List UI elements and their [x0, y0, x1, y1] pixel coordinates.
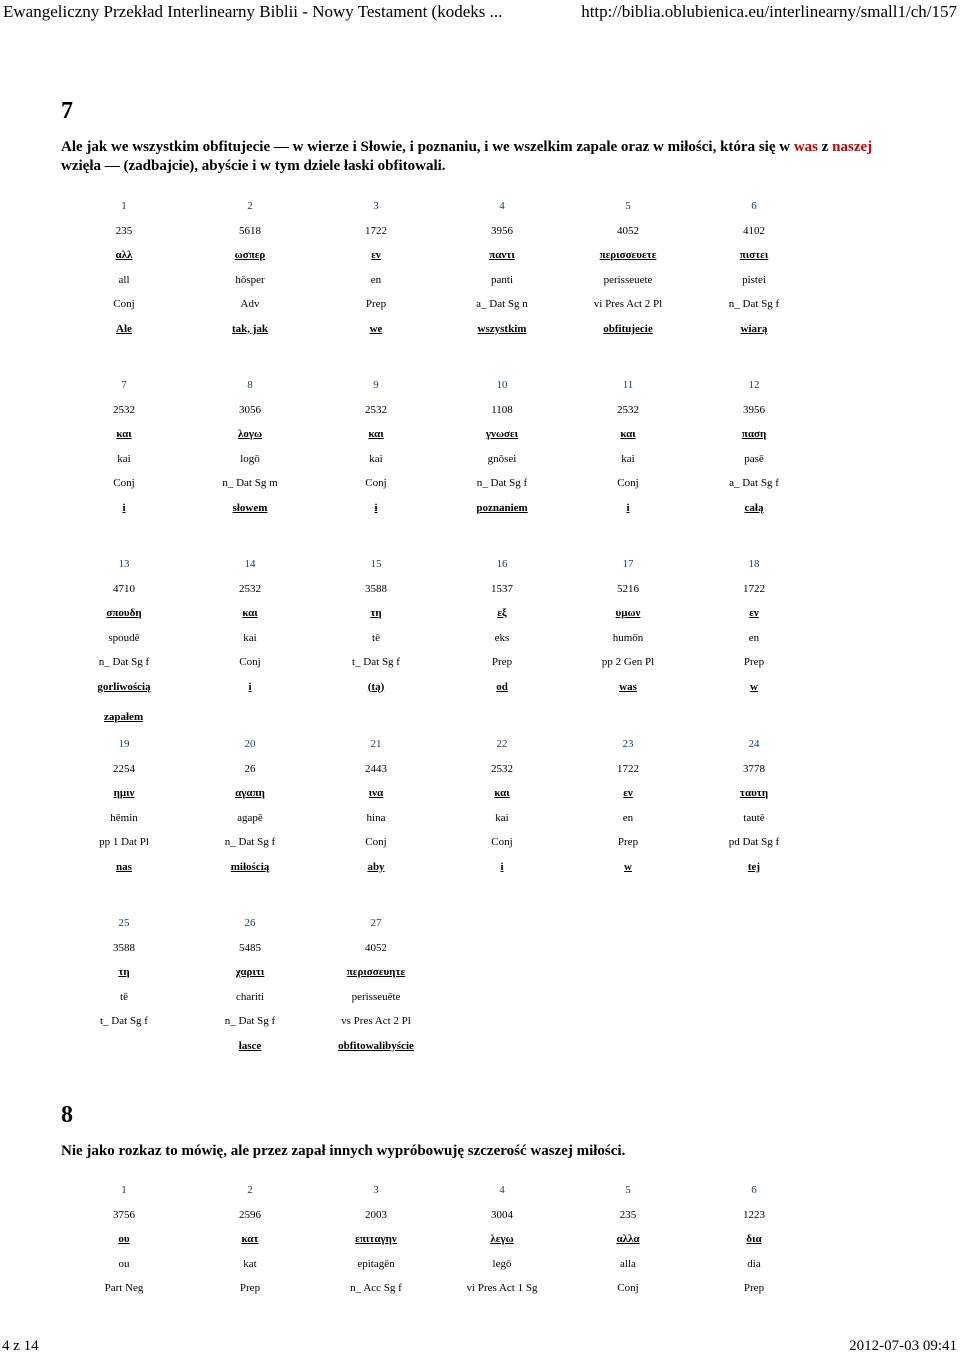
- browser-print-header: [0, 0, 960, 26]
- strong-number: 2003: [365, 1208, 387, 1221]
- word-position: 9: [373, 379, 379, 391]
- morphology-code: Conj: [239, 656, 261, 668]
- transliteration: kai: [243, 631, 257, 644]
- greek-word[interactable]: και: [242, 607, 258, 619]
- word-position: 21: [370, 738, 382, 750]
- polish-translation[interactable]: miłością: [230, 860, 270, 873]
- morphology-code: Prep: [743, 656, 765, 668]
- polish-translation[interactable]: i: [500, 860, 504, 873]
- greek-word[interactable]: ου: [118, 1233, 130, 1245]
- polish-translation[interactable]: wszystkim: [477, 322, 527, 335]
- strong-number: 4710: [113, 582, 135, 595]
- highlight-word: naszej: [832, 139, 873, 155]
- morphology-code: Adv: [240, 298, 260, 310]
- morphology-code: Prep: [239, 1282, 261, 1294]
- greek-word[interactable]: περισσευετε: [599, 249, 657, 261]
- strong-number: 1722: [365, 224, 387, 237]
- word-position: 7: [121, 379, 127, 391]
- polish-translation[interactable]: od: [496, 680, 508, 693]
- word-position: 1: [121, 200, 127, 212]
- highlight-word: was: [793, 139, 818, 155]
- greek-word[interactable]: περισσευητε: [346, 966, 406, 978]
- greek-word[interactable]: εν: [749, 607, 759, 619]
- morphology-code: n_ Dat Sg f: [98, 656, 150, 668]
- strong-number: 2532: [239, 582, 261, 595]
- morphology-code: Part Neg: [104, 1282, 144, 1294]
- morphology-code: n_ Dat Sg f: [476, 477, 528, 489]
- strong-number: 1722: [617, 762, 639, 775]
- greek-word[interactable]: λεγω: [490, 1233, 514, 1245]
- greek-word[interactable]: αγαπη: [235, 787, 265, 799]
- transliteration: tē: [372, 631, 380, 644]
- transliteration: humōn: [612, 631, 644, 644]
- polish-translation[interactable]: obfitowalibyście: [338, 1039, 414, 1052]
- polish-translation[interactable]: słowem: [232, 501, 268, 514]
- morphology-code: pd Dat Sg f: [728, 836, 780, 848]
- strong-number: 3956: [743, 403, 765, 416]
- morphology-code: n_ Dat Sg f: [224, 836, 276, 848]
- word-position: 22: [496, 738, 508, 750]
- morphology-code: Conj: [365, 836, 387, 848]
- transliteration: epitagēn: [357, 1257, 395, 1270]
- word-position: 5: [625, 1184, 631, 1196]
- document-url[interactable]: http://biblia.oblubienica.eu/interlinearny/small1/ch/157: [581, 2, 957, 21]
- polish-translation[interactable]: we: [369, 322, 383, 335]
- polish-translation[interactable]: tak, jak: [231, 322, 269, 335]
- transliteration: all: [118, 273, 130, 286]
- strong-number: 2532: [491, 762, 513, 775]
- word-position: 20: [244, 738, 256, 750]
- print-timestamp: 2012-07-03 09:41: [849, 1338, 957, 1354]
- greek-word[interactable]: κατ: [241, 1233, 259, 1245]
- morphology-code: Conj: [365, 477, 387, 489]
- polish-translation[interactable]: aby: [367, 860, 385, 873]
- morphology-code: Conj: [113, 477, 135, 489]
- word-position: 14: [244, 558, 256, 570]
- strong-number: 5216: [617, 582, 639, 595]
- strong-number: 1223: [743, 1208, 765, 1221]
- word-position: 26: [244, 917, 256, 929]
- polish-translation[interactable]: was: [619, 680, 637, 693]
- morphology-code: vi Pres Act 2 Pl: [593, 298, 663, 310]
- morphology-code: n_ Dat Sg f: [728, 298, 780, 310]
- polish-translation[interactable]: łasce: [238, 1039, 262, 1052]
- greek-word[interactable]: επιταγην: [355, 1233, 397, 1245]
- transliteration: en: [622, 811, 634, 824]
- strong-number: 2443: [365, 762, 387, 775]
- strong-number: 5485: [239, 941, 261, 954]
- word-position: 6: [751, 200, 757, 212]
- greek-word[interactable]: εξ: [497, 607, 507, 619]
- greek-word[interactable]: σπουδη: [106, 607, 142, 619]
- page-counter: 4 z 14: [2, 1338, 39, 1354]
- strong-number: 235: [115, 224, 133, 237]
- strong-number: 3778: [743, 762, 765, 775]
- polish-translation[interactable]: (tą): [367, 680, 385, 693]
- word-position: 24: [748, 738, 760, 750]
- morphology-code: Prep: [491, 656, 513, 668]
- greek-word[interactable]: γνωσει: [485, 428, 519, 440]
- morphology-code: n_ Dat Sg f: [224, 1015, 276, 1027]
- word-position: 8: [247, 379, 253, 391]
- greek-word[interactable]: και: [116, 428, 132, 440]
- transliteration: dia: [747, 1257, 761, 1270]
- transliteration: alla: [620, 1257, 636, 1270]
- strong-number: 235: [619, 1208, 637, 1221]
- polish-translation[interactable]: i: [122, 501, 126, 514]
- document-title: Ewangeliczny Przekład Interlinearny Biblii - Nowy Testament (kodeks ...: [3, 2, 503, 21]
- transliteration: agapē: [237, 811, 263, 824]
- transliteration: spoudē: [108, 631, 140, 644]
- greek-word[interactable]: τη: [370, 607, 382, 619]
- greek-word[interactable]: και: [620, 428, 636, 440]
- strong-number: 3588: [365, 582, 387, 595]
- transliteration: chariti: [235, 990, 265, 1003]
- morphology-code: Conj: [617, 477, 639, 489]
- polish-translation[interactable]: całą: [744, 501, 764, 514]
- transliteration: kat: [243, 1257, 257, 1270]
- greek-word[interactable]: υμων: [615, 607, 641, 619]
- word-position: 5: [625, 200, 631, 212]
- greek-word[interactable]: ινα: [368, 787, 384, 799]
- morphology-code: n_ Acc Sg f: [350, 1282, 402, 1294]
- word-position: 19: [118, 738, 130, 750]
- word-position: 13: [118, 558, 130, 570]
- polish-translation[interactable]: obfitujecie: [603, 322, 653, 335]
- word-position: 23: [622, 738, 634, 750]
- strong-number: 4102: [743, 224, 765, 237]
- word-position: 27: [370, 917, 382, 929]
- greek-word[interactable]: και: [494, 787, 510, 799]
- greek-word[interactable]: παντι: [489, 249, 515, 261]
- word-position: 18: [748, 558, 760, 570]
- word-position: 2: [247, 1184, 253, 1196]
- word-position: 16: [496, 558, 508, 570]
- morphology-code: Conj: [491, 836, 513, 848]
- morphology-code: Conj: [113, 298, 135, 310]
- greek-word[interactable]: χαριτι: [235, 966, 265, 978]
- greek-word[interactable]: τη: [118, 966, 130, 978]
- greek-word[interactable]: και: [368, 428, 384, 440]
- polish-translation[interactable]: poznaniem: [476, 501, 528, 514]
- word-position: 25: [118, 917, 130, 929]
- transliteration: panti: [491, 273, 513, 286]
- polish-translation[interactable]: nas: [116, 860, 132, 873]
- greek-word[interactable]: εν: [371, 249, 381, 261]
- polish-translation[interactable]: i: [248, 680, 252, 693]
- word-position: 15: [370, 558, 382, 570]
- word-position: 17: [622, 558, 634, 570]
- transliteration: ou: [118, 1257, 130, 1270]
- transliteration: hina: [366, 811, 386, 824]
- transliteration: eks: [494, 631, 510, 644]
- strong-number: 4052: [365, 941, 387, 954]
- transliteration: hēmin: [110, 811, 138, 824]
- transliteration: pasē: [744, 452, 764, 465]
- morphology-code: pp 1 Dat Pl: [99, 836, 149, 848]
- strong-number: 2532: [617, 403, 639, 416]
- morphology-code: vi Pres Act 1 Sg: [466, 1282, 538, 1294]
- strong-number: 2532: [365, 403, 387, 416]
- strong-number: 1537: [491, 582, 513, 595]
- verse-text: Ale jak we wszystkim obfitujecie — w wierze i Słowie, i poznaniu, i we wszelkim zapale oraz w miłości, która się w was z naszej wzięła — (zadbajcie), abyście i w tym dziele łaski obfitowali.: [61, 139, 873, 174]
- polish-translation[interactable]: w: [750, 680, 758, 693]
- greek-word[interactable]: λογω: [237, 428, 263, 440]
- greek-word[interactable]: δια: [746, 1233, 762, 1245]
- strong-number: 2532: [113, 403, 135, 416]
- polish-translation[interactable]: tej: [747, 860, 761, 873]
- strong-number: 1108: [491, 403, 513, 416]
- greek-word[interactable]: αλλ: [115, 249, 133, 261]
- transliteration: kai: [621, 452, 635, 465]
- polish-translation-extra[interactable]: zapałem: [104, 711, 144, 723]
- strong-number: 4052: [617, 224, 639, 237]
- word-position: 3: [373, 1184, 379, 1196]
- strong-number: 1722: [743, 582, 765, 595]
- morphology-code: a_ Dat Sg f: [729, 477, 779, 489]
- strong-number: 26: [244, 762, 256, 775]
- strong-number: 3588: [113, 941, 135, 954]
- word-position: 2: [247, 200, 253, 212]
- morphology-code: n_ Dat Sg m: [222, 477, 278, 489]
- greek-word[interactable]: ημιν: [113, 787, 135, 799]
- polish-translation[interactable]: gorliwością: [97, 680, 151, 693]
- transliteration: kai: [495, 811, 509, 824]
- polish-translation[interactable]: i: [626, 501, 630, 514]
- morphology-code: Prep: [617, 836, 639, 848]
- greek-word[interactable]: παση: [741, 428, 767, 440]
- morphology-code: Prep: [743, 1282, 765, 1294]
- strong-number: 3004: [491, 1208, 513, 1221]
- greek-word[interactable]: ωσπερ: [234, 249, 266, 261]
- transliteration: legō: [492, 1257, 512, 1270]
- strong-number: 5618: [239, 224, 261, 237]
- morphology-code: t_ Dat Sg f: [100, 1015, 148, 1027]
- word-position: 4: [499, 1184, 505, 1196]
- verse-number: 7: [61, 98, 73, 124]
- polish-translation[interactable]: w: [624, 860, 632, 873]
- polish-translation[interactable]: Ale: [116, 322, 132, 335]
- strong-number: 3956: [491, 224, 513, 237]
- browser-print-footer: [0, 1338, 960, 1357]
- polish-translation[interactable]: wiarą: [740, 322, 768, 335]
- transliteration: tē: [120, 990, 128, 1003]
- word-position: 12: [748, 379, 760, 391]
- morphology-code: t_ Dat Sg f: [352, 656, 400, 668]
- transliteration: en: [748, 631, 760, 644]
- strong-number: 3056: [239, 403, 261, 416]
- word-position: 3: [373, 200, 379, 212]
- strong-number: 3756: [113, 1208, 135, 1221]
- word-position: 4: [499, 200, 505, 212]
- transliteration: kai: [117, 452, 131, 465]
- greek-word[interactable]: πιστει: [739, 249, 769, 261]
- transliteration: hōsper: [235, 273, 265, 286]
- strong-number: 2596: [239, 1208, 261, 1221]
- strong-number: 2254: [113, 762, 135, 775]
- morphology-code: Conj: [617, 1282, 639, 1294]
- transliteration: kai: [369, 452, 383, 465]
- greek-word[interactable]: εν: [623, 787, 633, 799]
- morphology-code: pp 2 Gen Pl: [601, 656, 655, 668]
- transliteration: logō: [240, 452, 260, 465]
- transliteration: en: [370, 273, 382, 286]
- transliteration: tautē: [743, 811, 765, 824]
- morphology-code: a_ Dat Sg n: [476, 298, 528, 310]
- word-position: 10: [496, 379, 508, 391]
- word-position: 1: [121, 1184, 127, 1196]
- verse-text: Nie jako rozkaz to mówię, ale przez zapał innych wypróbowuję szczerość waszej miłości.: [61, 1143, 626, 1159]
- greek-word[interactable]: αλλα: [616, 1233, 640, 1245]
- word-position: 11: [622, 379, 634, 391]
- transliteration: gnōsei: [487, 452, 517, 465]
- transliteration: perisseuēte: [351, 990, 401, 1003]
- polish-translation[interactable]: i: [374, 501, 378, 514]
- morphology-code: Prep: [365, 298, 387, 310]
- morphology-code: vs Pres Act 2 Pl: [341, 1015, 411, 1027]
- transliteration: perisseuete: [603, 273, 653, 286]
- verse-number: 8: [61, 1102, 73, 1128]
- transliteration: pistei: [742, 273, 766, 286]
- word-position: 6: [751, 1184, 757, 1196]
- greek-word[interactable]: ταυτη: [739, 787, 769, 799]
